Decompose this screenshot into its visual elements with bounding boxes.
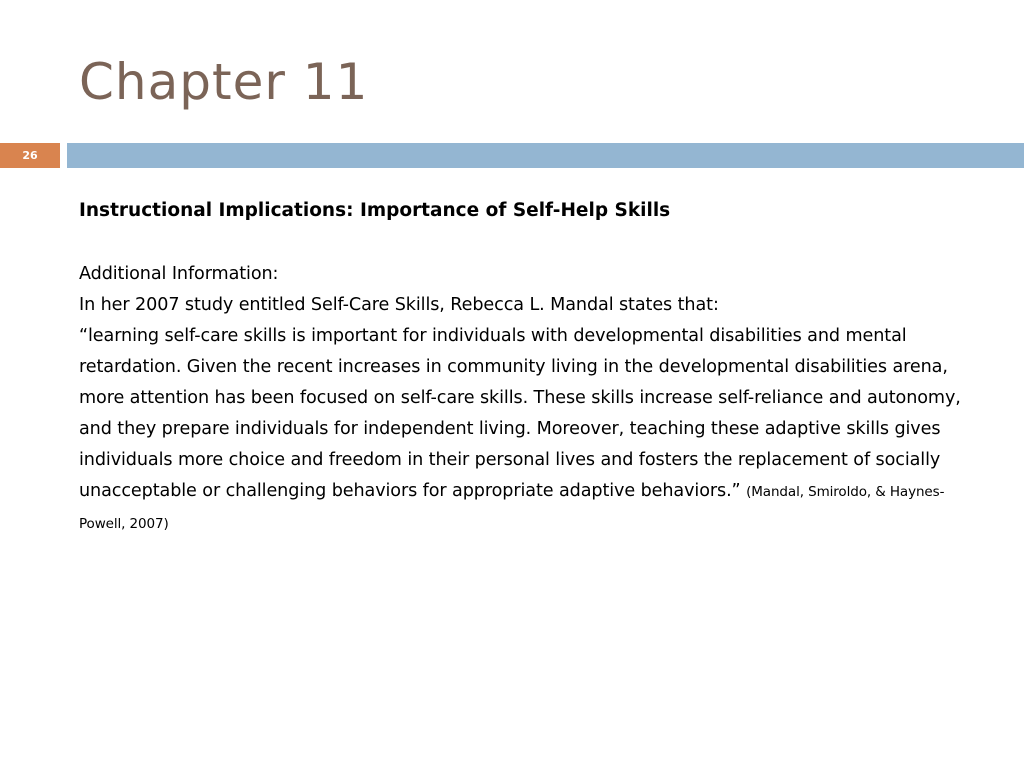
slide-number-badge bbox=[0, 143, 60, 168]
section-heading: Instructional Implications: Importance of Self-Help Skills bbox=[79, 200, 671, 221]
citation: (Mandal, Smiroldo, & Haynes-Powell, 2007) bbox=[79, 484, 945, 532]
additional-info-label: Additional Information: bbox=[79, 264, 279, 284]
slide-title: Chapter 11 bbox=[79, 53, 369, 111]
slide-content bbox=[79, 197, 979, 540]
slide-number: 26 bbox=[22, 149, 38, 162]
intro-line: In her 2007 study entitled Self-Care Skills, Rebecca L. Mandal states that: bbox=[79, 295, 719, 315]
body-paragraph bbox=[79, 259, 979, 540]
accent-bar bbox=[67, 143, 1024, 168]
spacer bbox=[79, 225, 979, 259]
quote-text: “learning self-care skills is important for individuals with developmental disabilities and mental retardation. Given the recent increases in community living in the developmental disabilities arena, more attention has been focused on self-care skills. These skills increase self-reliance and autonomy, and they prepare individuals for independent living. Moreover, teaching these adaptive skills gives individuals more choice and freedom in their personal lives and fosters the replacement of socially unacceptable or challenging behaviors for appropriate adaptive behaviors.” bbox=[79, 326, 961, 501]
